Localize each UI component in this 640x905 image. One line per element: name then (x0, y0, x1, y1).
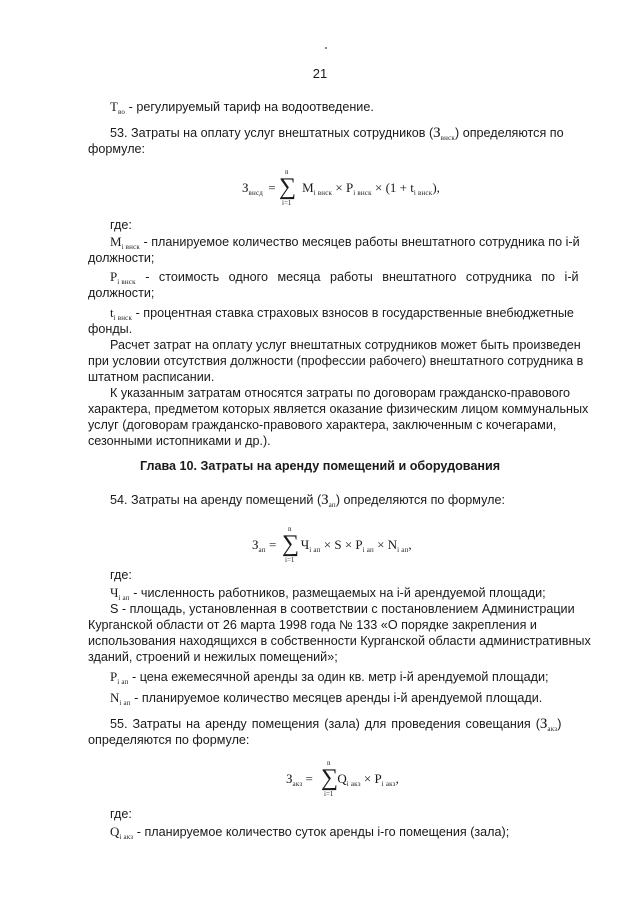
symbol: M (110, 234, 122, 249)
formula-55 (286, 771, 399, 792)
subscript: i внск (121, 243, 141, 251)
sigma-symbol: ∑ (282, 531, 300, 557)
subscript: i внск (117, 278, 136, 286)
p-symbol: P (355, 537, 363, 552)
where-label: где: (110, 218, 132, 232)
calc-paragraph-line1: Расчет затрат на оплату услуг внештатных сотрудников может быть произведен (110, 338, 581, 352)
symbol: T (110, 99, 118, 114)
s-definition-line4: зданий, строений и нежилых помещений»; (88, 650, 338, 664)
times-sign: × (344, 537, 353, 552)
t-definition-line1 (110, 305, 574, 326)
times-sign: × (335, 180, 343, 195)
p-subscript: i акз (381, 780, 396, 788)
text: ) (557, 717, 562, 731)
scan-speck (325, 47, 327, 49)
text: - планируемое количество суток аренды i-го помещения (зала); (133, 825, 510, 839)
lhs-subscript: акз (292, 780, 303, 788)
add-paragraph-line2: характера, предметом которых является оказание физическим лицом коммунальных (88, 402, 589, 416)
symbol: З (321, 492, 329, 508)
m-subscript: i внск (313, 189, 333, 197)
sum-lower-limit: i=1 (282, 199, 292, 207)
text: - численность работников, размещаемых на i-й арендуемой площади; (129, 586, 546, 600)
paragraph-54 (110, 492, 505, 513)
text: ) определяются по формуле: (335, 493, 505, 507)
q-subscript: i акз (346, 780, 361, 788)
equals-sign: = (305, 771, 313, 786)
equals-sign: = (268, 537, 277, 552)
q-symbol: Q (337, 771, 347, 786)
p-subscript: i внск (353, 189, 372, 197)
paragraph-55-line2: определяются по формуле: (88, 733, 250, 747)
equals-sign: = (268, 180, 276, 195)
symbol: Ч (110, 585, 119, 600)
comma: , (395, 771, 399, 786)
add-paragraph-line4: сезонными истопниками и др.). (88, 434, 271, 448)
q-definition (110, 824, 509, 845)
sum-lower-limit: i=1 (285, 556, 295, 564)
lhs-symbol: З (286, 771, 293, 786)
tariff-definition (110, 99, 374, 120)
sigma-symbol: ∑ (279, 174, 297, 200)
add-paragraph-line1: К указанным затратам относятся затраты по договорам гражданско-правового (110, 386, 571, 400)
times-sign: × (374, 180, 383, 195)
text: ) определяются по (455, 126, 564, 140)
subscript: внск (440, 134, 456, 142)
subscript: i ап (117, 678, 129, 686)
symbol: N (110, 690, 120, 705)
add-paragraph-line3: услуг (договорам гражданско-правового характера, заключенным с кочегарами, (88, 418, 557, 432)
s-symbol: S (334, 537, 342, 552)
text: - планируемое количество месяцев работы внештатного сотрудника по i-й (140, 235, 580, 249)
m-definition-line2: должности; (88, 251, 155, 265)
paren-close: ), (432, 180, 440, 195)
subscript: i внск (113, 314, 133, 322)
text: - планируемое количество месяцев аренды i-й арендуемой площади. (130, 691, 543, 705)
symbol: Q (110, 824, 120, 839)
chapter-heading: Глава 10. Затраты на аренду помещений и оборудования (139, 459, 501, 473)
text: 54. Затраты на аренду помещений ( (110, 493, 322, 507)
t-definition-line2: фонды. (88, 322, 133, 336)
paragraph-53-line2: формуле: (88, 142, 146, 156)
ch-subscript: i ап (309, 546, 321, 554)
text: - процентная ставка страховых взносов в государственные внебюджетные (132, 306, 574, 320)
calc-paragraph-line2: при условии отсутствия должности (профессии рабочего) внештатного сотрудника в (88, 354, 584, 368)
lhs-symbol: З (242, 180, 249, 195)
s-definition-line1: S - площадь, установленная в соответствии с постановлением Администрации (110, 602, 575, 616)
p-ap-definition (110, 669, 549, 690)
sum-upper-limit: n (285, 168, 289, 176)
where-label: где: (110, 807, 132, 821)
n-ap-definition (110, 690, 542, 711)
page-number: 21 (312, 66, 328, 81)
times-sign: × (377, 537, 385, 552)
p-definition-line2: должности; (88, 286, 155, 300)
where-label: где: (110, 568, 132, 582)
calc-paragraph-line3: штатном расписании. (88, 370, 215, 384)
p-definition-line1 (110, 269, 579, 290)
paren-expr: (1 + t (385, 180, 414, 195)
n-subscript: i ап (397, 546, 409, 554)
symbol: З (433, 125, 441, 141)
definition-text: - регулируемый тариф на водоотведение. (125, 100, 374, 114)
paragraph-53-line1 (110, 125, 564, 146)
symbol: P (110, 669, 118, 684)
m-symbol: M (302, 180, 314, 195)
lhs-subscript: ап (258, 546, 266, 554)
sum-lower-limit: i=1 (324, 790, 334, 798)
t-subscript: i внск (413, 189, 433, 197)
lhs-subscript: внсд (248, 189, 264, 197)
formula-53 (242, 180, 440, 201)
times-sign: × (363, 771, 372, 786)
times-sign: × (323, 537, 332, 552)
s-definition-line2: Курганской области от 26 марта 1998 года № 133 «О порядке закрепления и (88, 618, 537, 632)
m-definition-line1 (110, 234, 580, 255)
sum-upper-limit: n (327, 759, 331, 767)
subscript: акз (547, 725, 558, 733)
n-symbol: N (387, 537, 398, 552)
sigma-symbol: ∑ (321, 765, 339, 791)
text: 53. Затраты на оплату услуг внештатных сотрудников ( (110, 126, 434, 140)
text: - цена ежемесячной аренды за один кв. метр i-й арендуемой площади; (128, 670, 549, 684)
lhs-symbol: З (252, 537, 259, 552)
p-symbol: P (346, 180, 354, 195)
subscript: i ап (118, 594, 130, 602)
symbol: t (110, 305, 114, 320)
sum-upper-limit: n (288, 525, 292, 533)
subscript: во (117, 108, 126, 116)
text: - стоимость одного месяца работы внештатного сотрудника по i-й (135, 270, 579, 284)
p-symbol: P (374, 771, 382, 786)
comma: , (408, 537, 412, 552)
subscript: i акз (119, 833, 134, 841)
symbol: P (110, 269, 118, 284)
s-definition-line3: использования находящихся в собственности Курганской области административных (88, 634, 591, 648)
p-subscript: i ап (362, 546, 374, 554)
text: 55. Затраты на аренду помещения (зала) для проведения совещания ( (110, 717, 540, 731)
symbol: З (539, 716, 548, 732)
subscript: ап (328, 501, 336, 509)
subscript: i ап (119, 699, 131, 707)
ch-symbol: Ч (300, 537, 310, 552)
formula-54 (252, 537, 412, 558)
